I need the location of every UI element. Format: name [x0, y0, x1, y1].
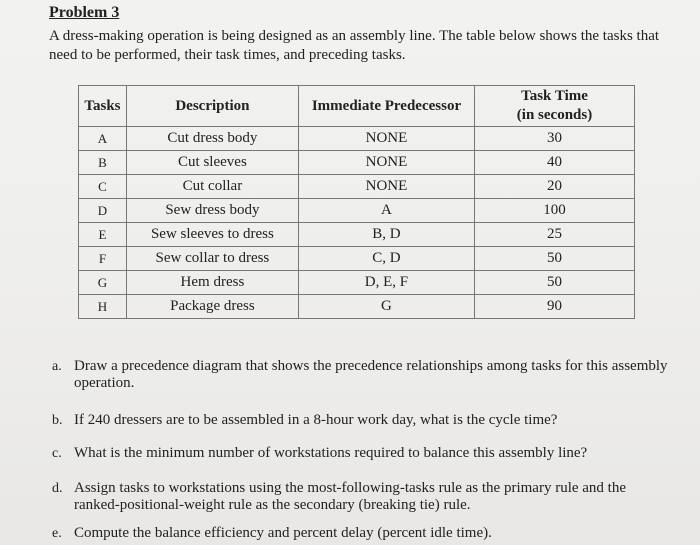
question-c	[52, 445, 672, 462]
question-d	[52, 480, 672, 514]
task-id: G	[79, 271, 127, 295]
question-letter: c.	[52, 446, 62, 461]
task-predecessor: NONE	[298, 151, 474, 175]
question-text: Assign tasks to workstations using the most-following-tasks rule as the primary rule and the ranked-positional-weight rule as the secondary (breaking tie) rule.	[74, 480, 627, 513]
task-predecessor: D, E, F	[298, 271, 474, 295]
table-row	[79, 175, 635, 199]
task-predecessor: B, D	[298, 223, 474, 247]
table-row	[79, 151, 635, 175]
question-text: If 240 dressers are to be assembled in a 8-hour work day, what is the cycle time?	[74, 412, 558, 428]
task-id: C	[79, 175, 127, 199]
task-predecessor: NONE	[298, 175, 474, 199]
header-task-time	[475, 86, 635, 127]
task-description: Cut collar	[126, 175, 298, 199]
task-description: Sew dress body	[126, 199, 298, 223]
header-tasks: Tasks	[79, 86, 127, 127]
question-a	[52, 358, 672, 392]
task-description: Cut sleeves	[126, 151, 298, 175]
task-time: 90	[475, 295, 635, 319]
task-time: 30	[475, 127, 635, 151]
question-text: Compute the balance efficiency and percent delay (percent idle time).	[74, 525, 492, 541]
task-id: B	[79, 151, 127, 175]
task-description: Sew collar to dress	[126, 247, 298, 271]
task-id: E	[79, 223, 127, 247]
task-id: F	[79, 247, 127, 271]
table-header-row	[79, 86, 635, 127]
task-description: Package dress	[126, 295, 298, 319]
task-predecessor: NONE	[298, 127, 474, 151]
task-description: Sew sleeves to dress	[126, 223, 298, 247]
question-text: Draw a precedence diagram that shows the precedence relationships among tasks for this assembly operation.	[74, 358, 668, 391]
task-description: Hem dress	[126, 271, 298, 295]
question-letter: d.	[52, 481, 63, 496]
question-e	[52, 525, 672, 542]
task-predecessor: G	[298, 295, 474, 319]
header-predecessor: Immediate Predecessor	[298, 86, 474, 127]
header-description: Description	[126, 86, 298, 127]
question-letter: e.	[52, 526, 62, 541]
question-b	[52, 412, 672, 429]
task-time: 20	[475, 175, 635, 199]
task-id: D	[79, 199, 127, 223]
table-row	[79, 247, 635, 271]
table-row	[79, 223, 635, 247]
header-task-time-line1: Task Time	[521, 88, 588, 104]
task-time: 50	[475, 271, 635, 295]
task-predecessor: A	[298, 199, 474, 223]
question-letter: b.	[52, 413, 63, 428]
question-text: What is the minimum number of workstations required to balance this assembly line?	[74, 445, 588, 461]
table-row	[79, 127, 635, 151]
task-table	[78, 85, 635, 319]
task-time: 100	[475, 199, 635, 223]
task-id: H	[79, 295, 127, 319]
table-row	[79, 295, 635, 319]
problem-intro: A dress-making operation is being designed as an assembly line. The table below shows the tasks that need to be performed, their task times, and preceding tasks.	[49, 28, 660, 63]
task-time: 40	[475, 151, 635, 175]
table-row	[79, 199, 635, 223]
task-time: 50	[475, 247, 635, 271]
table-row	[79, 271, 635, 295]
task-description: Cut dress body	[126, 127, 298, 151]
task-id: A	[79, 127, 127, 151]
task-predecessor: C, D	[298, 247, 474, 271]
task-time: 25	[475, 223, 635, 247]
question-letter: a.	[52, 359, 62, 374]
header-task-time-line2: (in seconds)	[516, 107, 593, 123]
problem-title: Problem 3	[49, 4, 120, 21]
